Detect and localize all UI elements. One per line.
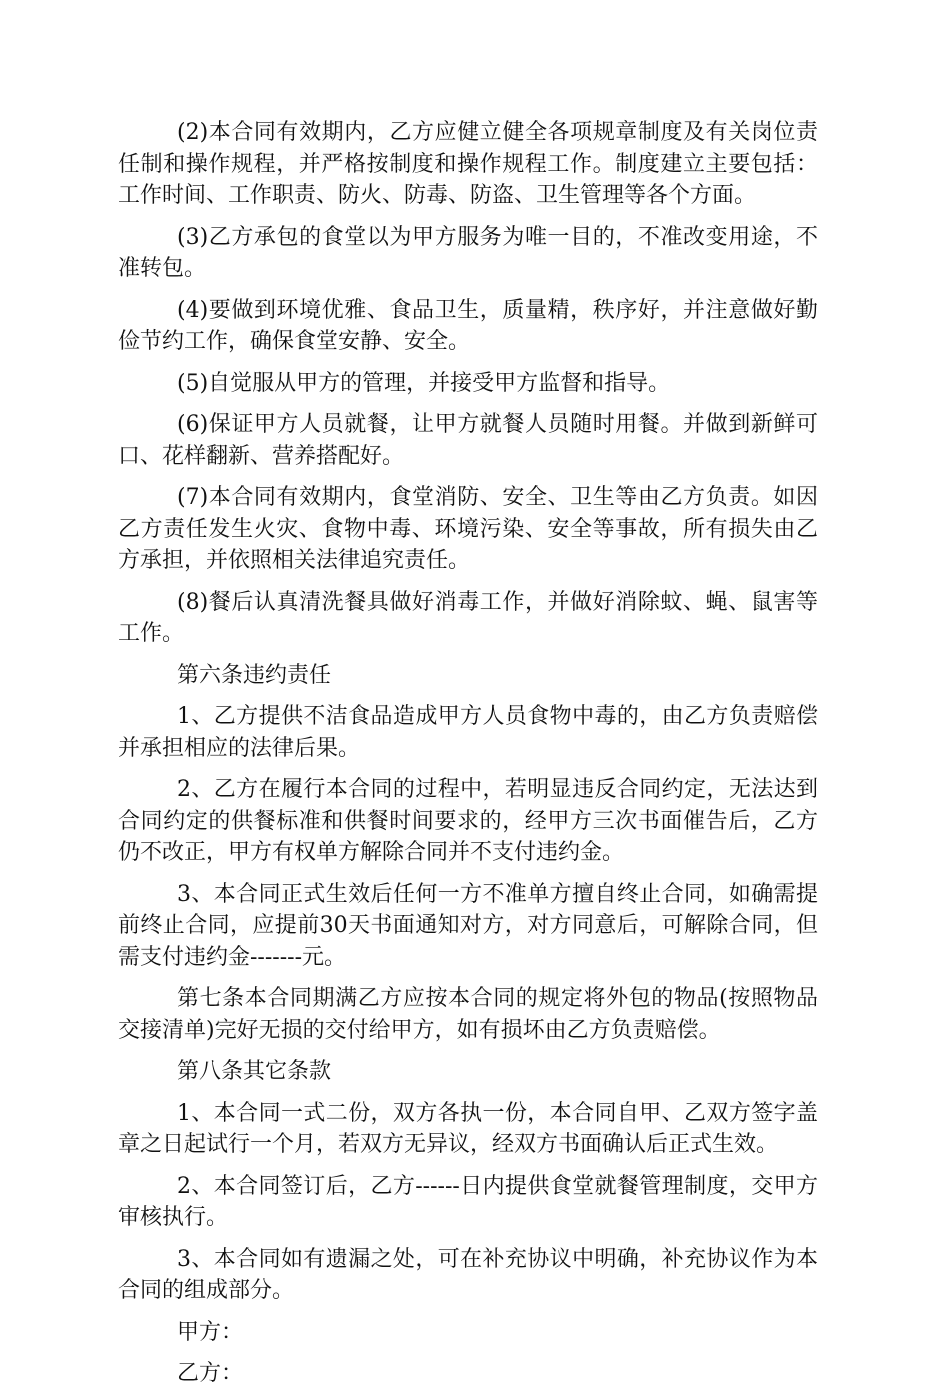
clause-2: (2)本合同有效期内，乙方应健立健全各项规章制度及有关岗位责任制和操作规程，并严格按制度和操作规程工作。制度建立主要包括：工作时间、工作职责、防火、防毒、防盗、卫生管理等各个方面。 [118, 120, 818, 208]
clause-3: (3)乙方承包的食堂以为甲方服务为唯一目的，不准改变用途，不准转包。 [118, 224, 818, 281]
article-6-heading: 第六条违约责任 [177, 662, 332, 688]
clause-6: (6)保证甲方人员就餐，让甲方就餐人员随时用餐。并做到新鲜可口、花样翻新、营养搭配好。 [118, 412, 818, 469]
party-b-signature: 乙方： [177, 1361, 244, 1386]
clause-4: (4)要做到环境优雅、食品卫生，质量精，秩序好，并注意做好勤俭节约工作，确保食堂安静、安全。 [118, 297, 818, 354]
article-7: 第七条本合同期满乙方应按本合同的规定将外包的物品(按照物品交接清单)完好无损的交付给甲方，如有损坏由乙方负责赔偿。 [118, 986, 818, 1043]
clause-7: (7)本合同有效期内，食堂消防、安全、卫生等由乙方负责。如因乙方责任发生火灾、食物中毒、环境污染、安全等事故，所有损失由乙方承担，并依照相关法律追究责任。 [118, 485, 818, 573]
article-6-item-2: 2、乙方在履行本合同的过程中，若明显违反合同约定，无法达到合同约定的供餐标准和供餐时间要求的，经甲方三次书面催告后，乙方仍不改正，甲方有权单方解除合同并不支付违约金。 [118, 777, 818, 865]
contract-body [118, 117, 818, 1400]
party-a-signature: 甲方： [177, 1319, 244, 1345]
article-6-item-1: 1、乙方提供不洁食品造成甲方人员食物中毒的，由乙方负责赔偿并承担相应的法律后果。 [118, 704, 818, 761]
article-8-heading: 第八条其它条款 [177, 1059, 332, 1084]
article-8-item-1: 1、本合同一式二份，双方各执一份，本合同自甲、乙双方签字盖章之日起试行一个月，若双方无异议，经双方书面确认后正式生效。 [118, 1100, 818, 1157]
clause-8: (8)餐后认真清洗餐具做好消毒工作，并做好消除蚊、蝇、鼠害等工作。 [118, 589, 818, 646]
article-8-item-3: 3、本合同如有遗漏之处，可在补充协议中明确，补充协议作为本合同的组成部分。 [118, 1246, 818, 1303]
article-6-item-3: 3、本合同正式生效后任何一方不准单方擅自终止合同，如确需提前终止合同，应提前30天书面通知对方，对方同意后，可解除合同，但需支付违约金-------元。 [118, 881, 818, 970]
clause-5: (5)自觉服从甲方的管理，并接受甲方监督和指导。 [177, 370, 671, 396]
article-8-item-2: 2、本合同签订后，乙方------日内提供食堂就餐管理制度，交甲方审核执行。 [118, 1173, 818, 1230]
